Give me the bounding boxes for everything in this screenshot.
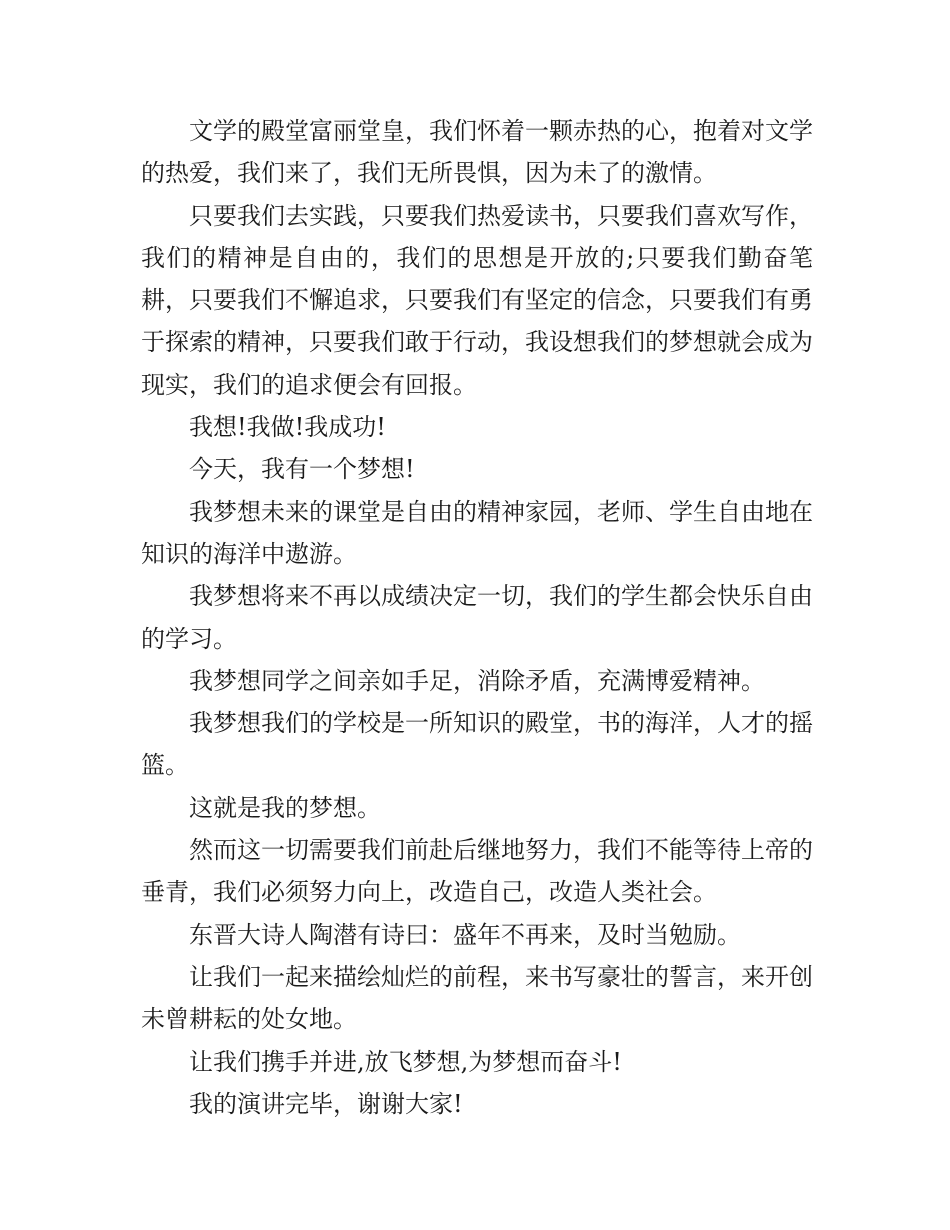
document-body: [141, 110, 813, 1125]
paragraph: 这就是我的梦想。: [189, 793, 381, 822]
paragraph: 东晋大诗人陶潜有诗曰：盛年不再来，及时当勉励。: [189, 920, 741, 949]
paragraph: 今天，我有一个梦想!: [189, 455, 415, 484]
paragraph: 只要我们去实践，只要我们热爱读书，只要我们喜欢写作，我们的精神是自由的，我们的思想是开放的;只要我们勤奋笔耕，只要我们不懈追求，只要我们有坚定的信念，只要我们有勇于探索的精神，只要我们敢于行动，我设想我们的梦想就会成为现实，我们的追求便会有回报。: [141, 201, 813, 399]
paragraph: 我梦想未来的课堂是自由的精神家园，老师、学生自由地在知识的海洋中遨游。: [141, 497, 813, 568]
paragraph: 文学的殿堂富丽堂皇，我们怀着一颗赤热的心，抱着对文学的热爱，我们来了，我们无所畏惧，因为未了的激情。: [141, 117, 813, 188]
paragraph: 我梦想我们的学校是一所知识的殿堂，书的海洋，人才的摇篮。: [141, 709, 813, 780]
paragraph: 我想!我做!我成功!: [189, 413, 386, 442]
paragraph: 然而这一切需要我们前赴后继地努力，我们不能等待上帝的垂青，我们必须努力向上，改造自己，改造人类社会。: [141, 836, 813, 907]
paragraph: 我梦想将来不再以成绩决定一切，我们的学生都会快乐自由的学习。: [141, 582, 813, 653]
paragraph: 让我们携手并进,放飞梦想,为梦想而奋斗!: [189, 1047, 622, 1076]
paragraph: 我的演讲完毕，谢谢大家!: [189, 1089, 463, 1118]
paragraph: 让我们一起来描绘灿烂的前程，来书写豪壮的誓言，来开创未曾耕耘的处女地。: [141, 962, 813, 1034]
paragraph: 我梦想同学之间亲如手足，消除矛盾，充满博爱精神。: [189, 666, 765, 695]
